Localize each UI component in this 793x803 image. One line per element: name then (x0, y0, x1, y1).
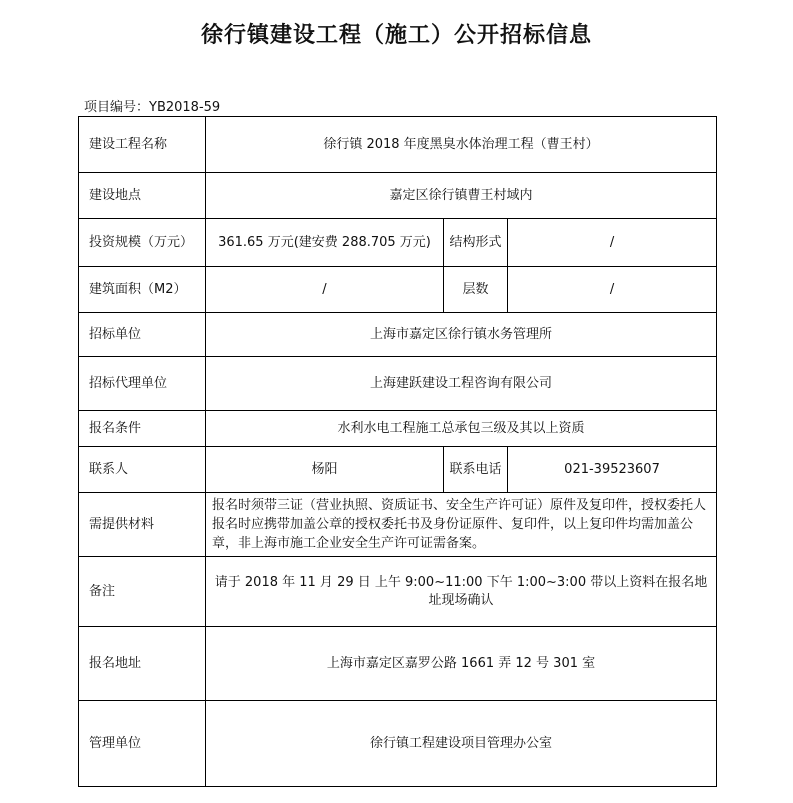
value-conditions: 水利水电工程施工总承包三级及其以上资质 (206, 411, 717, 447)
label-tenderer: 招标单位 (79, 313, 206, 357)
value-tenderer: 上海市嘉定区徐行镇水务管理所 (206, 313, 717, 357)
label-phone: 联系电话 (444, 447, 508, 493)
value-structure: / (508, 219, 717, 267)
value-investment: 361.65 万元(建安费 288.705 万元) (206, 219, 444, 267)
label-contact: 联系人 (79, 447, 206, 493)
label-manager: 管理单位 (79, 701, 206, 787)
value-reg-address: 上海市嘉定区嘉罗公路 1661 弄 12 号 301 室 (206, 627, 717, 701)
label-conditions: 报名条件 (79, 411, 206, 447)
row-reg-address (79, 627, 717, 701)
label-reg-address: 报名地址 (79, 627, 206, 701)
row-location (79, 173, 717, 219)
label-structure: 结构形式 (444, 219, 508, 267)
row-project-name (79, 117, 717, 173)
value-project-name: 徐行镇 2018 年度黑臭水体治理工程（曹王村） (206, 117, 717, 173)
value-contact: 杨阳 (206, 447, 444, 493)
label-area: 建筑面积（M2） (79, 267, 206, 313)
label-remarks: 备注 (79, 557, 206, 627)
row-conditions (79, 411, 717, 447)
value-floors: / (508, 267, 717, 313)
value-location: 嘉定区徐行镇曹王村域内 (206, 173, 717, 219)
label-floors: 层数 (444, 267, 508, 313)
row-manager (79, 701, 717, 787)
label-agent: 招标代理单位 (79, 357, 206, 411)
label-investment: 投资规模（万元） (79, 219, 206, 267)
row-remarks (79, 557, 717, 627)
row-agent (79, 357, 717, 411)
label-materials: 需提供材料 (79, 493, 206, 557)
value-manager: 徐行镇工程建设项目管理办公室 (206, 701, 717, 787)
label-location: 建设地点 (79, 173, 206, 219)
value-remarks: 请于 2018 年 11 月 29 日 上午 9:00~11:00 下午 1:00~3:00 带以上资料在报名地址现场确认 (206, 557, 717, 627)
value-materials: 报名时须带三证（营业执照、资质证书、安全生产许可证）原件及复印件，授权委托人报名时应携带加盖公章的授权委托书及身份证原件、复印件，以上复印件均需加盖公章，非上海市施工企业安全生产许可证需备案。 (206, 493, 717, 557)
row-area (79, 267, 717, 313)
row-materials (79, 493, 717, 557)
row-contact (79, 447, 717, 493)
label-project-name: 建设工程名称 (79, 117, 206, 173)
row-tenderer (79, 313, 717, 357)
tender-info-table (78, 116, 717, 787)
value-phone: 021-39523607 (508, 447, 717, 493)
project-number: 项目编号：YB2018-59 (84, 100, 221, 115)
value-area: / (206, 267, 444, 313)
row-investment (79, 219, 717, 267)
document-title: 徐行镇建设工程（施工）公开招标信息 (200, 22, 592, 48)
value-agent: 上海建跃建设工程咨询有限公司 (206, 357, 717, 411)
